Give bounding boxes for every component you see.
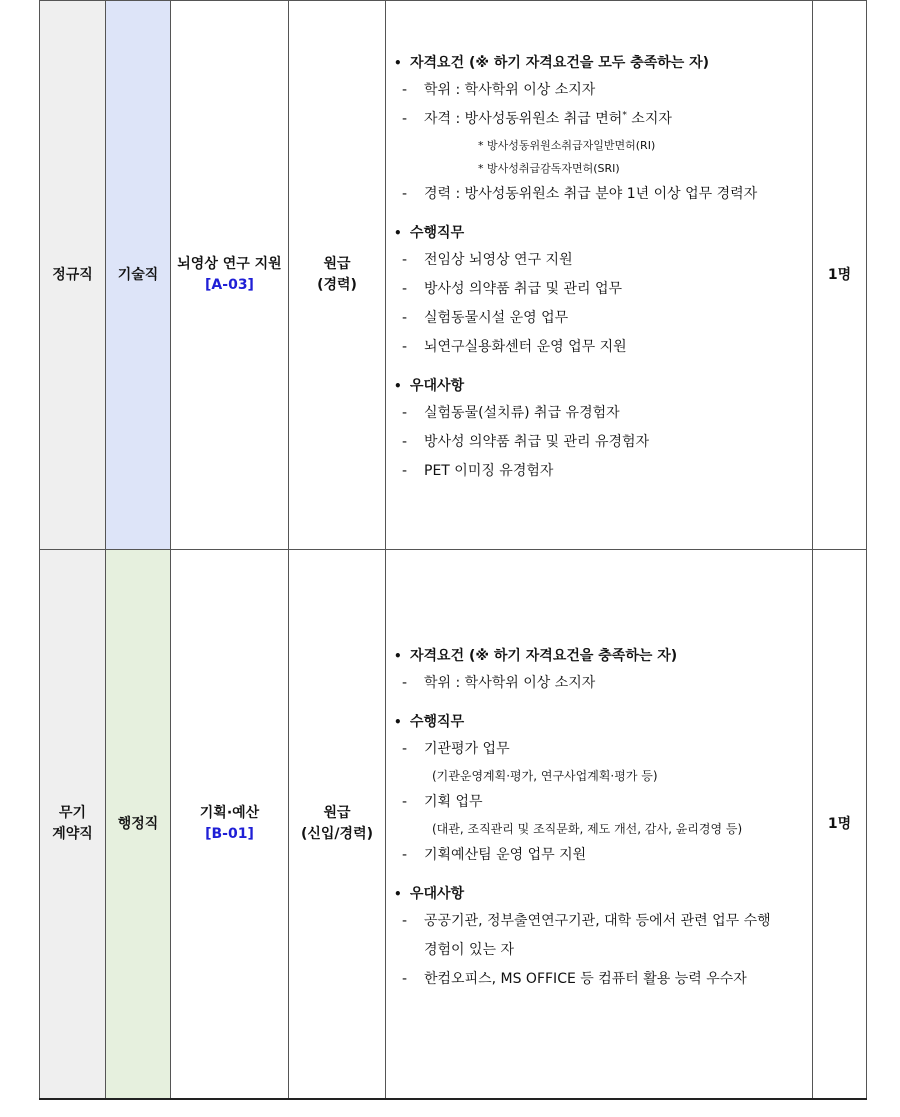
employment-type-cell: [40, 1, 106, 550]
bullet-icon: •: [394, 56, 402, 70]
footnote: * 방사성취급감독자면허(SRI): [478, 162, 620, 175]
detail-cell: [386, 550, 813, 1100]
dash-icon: -: [402, 463, 408, 479]
grade: 원급: [323, 805, 351, 821]
dash-icon: -: [402, 252, 408, 268]
employment-type-line2: 계약직: [52, 826, 93, 842]
bullet-icon: •: [394, 379, 402, 393]
list-item: - 기획예산팀 운영 업무 지원: [394, 841, 806, 870]
preference-title: • 우대사항: [394, 886, 465, 902]
grade-cell: [289, 1, 386, 550]
duty-title: • 수행직무: [394, 225, 465, 241]
bullet-icon: •: [394, 226, 402, 240]
list-item: - 방사성 의약품 취급 및 관리 업무: [394, 275, 806, 304]
job-category-cell: [106, 550, 171, 1100]
headcount: 1명: [827, 266, 852, 283]
list-item: - 기관평가 업무: [394, 735, 806, 764]
headcount-cell: [813, 1, 867, 550]
dash-icon: -: [402, 281, 408, 297]
grade-sub: (경력): [317, 277, 357, 293]
footnote: * 방사성동위원소취급자일반면허(RI): [478, 139, 656, 152]
job-category: 기술직: [117, 266, 159, 283]
headcount-cell: [813, 550, 867, 1100]
position-code: [A-03]: [205, 277, 254, 293]
grade-sub: (신입/경력): [300, 826, 373, 842]
qualification-title: • 자격요건 (※ 하기 자격요건을 모두 충족하는 자): [394, 55, 710, 71]
dash-icon: -: [402, 675, 408, 691]
bullet-icon: •: [394, 715, 402, 729]
employment-type-cell: [40, 550, 106, 1100]
duty-note: (기관운영계획·평가, 연구사업계획·평가 등): [432, 769, 658, 783]
list-item: - 학위 : 학사학위 이상 소지자: [394, 76, 806, 105]
list-item: - 공공기관, 정부출연연구기관, 대학 등에서 관련 업무 수행 경험이 있는 자: [394, 907, 806, 965]
employment-type: 정규직: [52, 266, 93, 283]
list-item: - 뇌연구실용화센터 운영 업무 지원: [394, 333, 806, 362]
position-name: 뇌영상 연구 지원: [177, 256, 282, 272]
list-item: - 자격 : 방사성동위원소 취급 면허* 소지자: [394, 105, 806, 134]
dash-icon: -: [402, 794, 408, 810]
footnote-mark: *: [622, 110, 627, 121]
qualification-title: • 자격요건 (※ 하기 자격요건을 충족하는 자): [394, 648, 678, 664]
dash-icon: -: [402, 971, 408, 987]
dash-icon: -: [402, 405, 408, 421]
employment-type-line1: 무기: [58, 805, 87, 821]
list-item: - 실험동물시설 운영 업무: [394, 304, 806, 333]
duty-note: (대관, 조직관리 및 조직문화, 제도 개선, 감사, 윤리경영 등): [432, 822, 743, 836]
list-item: - 방사성 의약품 취급 및 관리 유경험자: [394, 428, 806, 457]
dash-icon: -: [402, 741, 408, 757]
job-category-cell: [106, 1, 171, 550]
position-cell: [171, 1, 289, 550]
list-item: - 실험동물(설치류) 취급 유경험자: [394, 399, 806, 428]
list-item: - 한컴오피스, MS OFFICE 등 컴퓨터 활용 능력 우수자: [394, 965, 806, 994]
preference-title: • 우대사항: [394, 378, 465, 394]
table-row: [40, 550, 867, 1100]
dash-icon: -: [402, 339, 408, 355]
list-item: - 기획 업무: [394, 788, 806, 817]
bullet-icon: •: [394, 887, 402, 901]
list-item: - 경력 : 방사성동위원소 취급 분야 1년 이상 업무 경력자: [394, 180, 806, 209]
grade: 원급: [323, 256, 351, 272]
list-item: - 전임상 뇌영상 연구 지원: [394, 246, 806, 275]
dash-icon: -: [402, 82, 408, 98]
dash-icon: -: [402, 186, 408, 202]
dash-icon: -: [402, 913, 408, 929]
detail-cell: [386, 1, 813, 550]
dash-icon: -: [402, 434, 408, 450]
job-category: 행정직: [117, 815, 159, 832]
position-cell: [171, 550, 289, 1100]
table-row: [40, 1, 867, 550]
list-item: - PET 이미징 유경험자: [394, 457, 806, 486]
list-item: - 학위 : 학사학위 이상 소지자: [394, 669, 806, 698]
dash-icon: -: [402, 111, 408, 127]
position-name: 기획·예산: [199, 805, 260, 821]
dash-icon: -: [402, 310, 408, 326]
bullet-icon: •: [394, 649, 402, 663]
job-posting-table: [39, 0, 867, 1100]
headcount: 1명: [827, 815, 852, 832]
position-code: [B-01]: [205, 826, 254, 842]
duty-title: • 수행직무: [394, 714, 465, 730]
grade-cell: [289, 550, 386, 1100]
dash-icon: -: [402, 847, 408, 863]
